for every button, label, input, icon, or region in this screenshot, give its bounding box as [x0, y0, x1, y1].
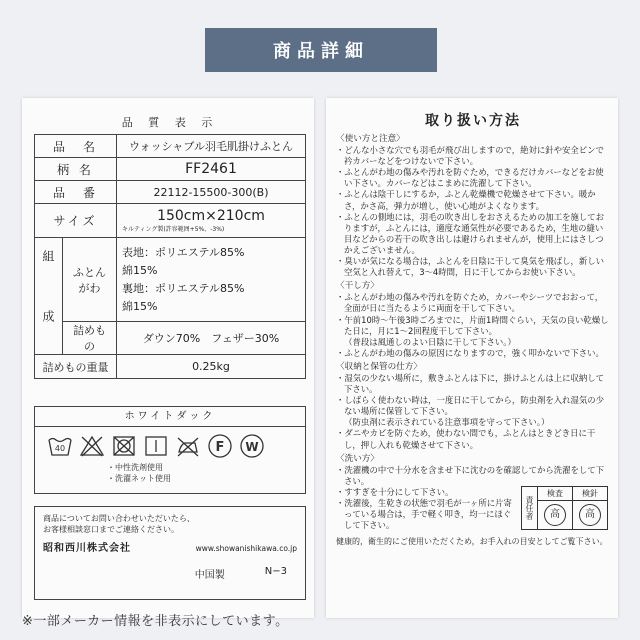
f-mark: F: [215, 440, 225, 455]
product-code: N−3: [264, 566, 287, 577]
maker-note-line2: お客様相談窓口までご連絡ください。: [43, 525, 179, 534]
list-item: ・ふとんがわ地の傷みの原因になりますので，強く叩かないで下さい。: [336, 347, 604, 358]
care-note-net: ・洗濯ネット使用: [107, 474, 171, 483]
no-bleach-icon: [79, 433, 105, 459]
list-item: ・ふとんは陰干しにするか，ふとん乾燥機で乾燥させて下さい。暖かさ，かさ高，弾力が増し，使い心地がよくなります。: [336, 189, 596, 211]
name-label: 品 名: [35, 135, 117, 158]
table-row: [35, 204, 306, 238]
number-value: 22112-15500-300(B): [117, 181, 306, 204]
care-note-detergent: ・中性洗剤使用: [107, 463, 163, 472]
usage-heading: 〈使い方と注意〉: [336, 134, 405, 144]
list-item: ・湿気の少ない場所に，敷きふとんは下に，掛けふとんは上に収納して下さい。: [336, 372, 604, 395]
care-notes: [35, 462, 305, 484]
list-item: ・洗濯機の中で十分水を含ませ下に沈むのを確認してから洗濯をして下さい。: [336, 464, 604, 486]
stamp-mark: 高: [579, 504, 601, 526]
table-row: [35, 355, 306, 379]
filling-label: 詰めもの: [63, 322, 117, 355]
list-item: ・ダニやカビを防ぐため，使わない間でも，ふとんはときどき日に干し，押し入れも乾燥させて下さい。: [336, 428, 596, 450]
table-row: [35, 181, 306, 204]
table-row: [35, 238, 306, 322]
futon-label: ふとんがわ: [63, 238, 117, 322]
usage-section: [336, 134, 610, 278]
list-item: ・どんな小さな穴でも羽毛が飛び出しますので，絶対に針や安全ピンで衿カバーなどをつけないで下さい。: [336, 145, 604, 167]
wash-temp: 40: [54, 444, 66, 453]
size-value: 150cm×210cm: [157, 208, 265, 224]
origin-row: [43, 566, 297, 581]
pattern-label: 柄 名: [35, 158, 117, 181]
weight-value: 0.25kg: [117, 355, 306, 379]
storage-heading: 〈収納と保管の仕方〉: [336, 361, 422, 372]
size-label: サイズ: [35, 204, 117, 238]
no-tumble-dry-icon: [111, 433, 137, 459]
banner-title: 商品詳細: [273, 41, 369, 62]
washing-heading: 〈洗い方〉: [336, 453, 379, 464]
futon-materials: [117, 238, 306, 322]
filling-value: ダウン70% フェザー30%: [117, 322, 306, 355]
size-cell: [117, 204, 306, 238]
instructions-card: [326, 98, 618, 618]
care-icons-row: [35, 427, 305, 459]
page-banner: [205, 28, 437, 72]
outer-material-cotton: 綿15%: [122, 263, 158, 277]
size-note: キルティング製(許容範囲+5%、-3%): [122, 226, 225, 233]
drying-section: [336, 281, 610, 359]
maker-info-box: [34, 506, 306, 600]
list-item: （普段は風通しのよい日陰に干して下さい。）: [340, 336, 516, 347]
list-item: ・すすぎを十分にして下さい。: [336, 486, 454, 497]
stamp-mark: 高: [544, 504, 566, 526]
w-mark: W: [245, 440, 259, 454]
stamp-row-label: 責任者: [521, 486, 537, 529]
footnote: ※一部メーカー情報を非表示にしています。: [22, 614, 289, 629]
wash-40-icon: [47, 433, 73, 459]
list-item: ・洗濯後，生乾きの状態で羽毛が一ヶ所に片寄っている場合は，手で軽く叩き，均一にほぐして下さい。: [336, 498, 512, 531]
country-of-origin: 中国製: [194, 570, 225, 581]
care-heading: ホワイトダック: [35, 407, 305, 427]
pattern-value: FF2461: [117, 158, 306, 181]
no-iron-icon: [175, 433, 201, 459]
number-label: 品 番: [35, 181, 117, 204]
spec-table: [34, 134, 306, 379]
outer-material: 表地：ポリエステル85%: [122, 245, 245, 259]
care-symbols-box: [34, 406, 306, 494]
table-row: [35, 158, 306, 181]
weight-label: 詰めもの重量: [35, 355, 117, 379]
dry-clean-f-icon: [207, 433, 233, 459]
list-item: ・しばらく使わない時は，一度日に干してから，防虫剤を入れ湿気の少ない場所に保管して下さい。: [336, 395, 604, 417]
storage-section: [336, 362, 610, 451]
instructions-footer: 健康的，衛生的にご使用いただくため，お手入れの目安としてご覧下さい。: [336, 537, 608, 547]
list-item: ・午前10時〜午後3時ごろまでに，片面1時間ぐらい，天気の良い乾燥した日に，月に1〜2回程度干して下さい。: [336, 314, 609, 336]
line-dry-icon: [143, 433, 169, 459]
list-item: （防虫剤に表示されている注意事項を守って下さい。）: [340, 417, 550, 428]
drying-heading: 〈干し方〉: [336, 281, 379, 292]
name-value: ウォッシャブル羽毛肌掛けふとん: [117, 135, 306, 158]
stamp-col-needle: 検針: [573, 486, 608, 500]
inner-material: 裏地：ポリエステル85%: [122, 281, 245, 295]
maker-note-line1: 商品についてお問い合わせいただいたら、: [43, 514, 195, 523]
list-item: ・ふとんの側地には，羽毛の吹き出しをおさえるための加工を施しておりますが，ふとんには，適度な通気性が必要であるため，生地の縫い目などからの若干の吹き出しは避けられませんが，使用上にはさしつかえございません。: [336, 211, 604, 255]
table-row: [35, 135, 306, 158]
company-url: www.showanishikawa.co.jp: [195, 544, 297, 553]
instructions-title: 取り扱い方法: [425, 113, 521, 129]
label-heading: 品 質 表 示: [121, 116, 219, 129]
table-row: [35, 322, 306, 355]
stamp-col-inspection: 検査: [538, 486, 573, 500]
wet-clean-w-icon: [239, 433, 265, 459]
maker-row: [43, 539, 297, 554]
inspection-stamp: [538, 500, 573, 529]
list-item: ・ふとんがわ地の傷みや汚れを防ぐため，カバーやシーツでおおって，全面が日に当たるように両面を干して下さい。: [336, 292, 604, 314]
company-name: 昭和西川株式会社: [43, 543, 131, 554]
list-item: ・ふとんがわ地の傷みや汚れを防ぐため，できるだけカバーなどをお使い下さい。カバーなどはこまめに洗濯して下さい。: [336, 167, 604, 189]
composition-label-cell: [35, 238, 63, 355]
composition-label: 組 成: [41, 249, 55, 340]
inspection-stamp-table: [521, 486, 608, 530]
list-item: ・臭いが気になる場合は，ふとんを日陰に干して臭気を飛ばし，新しい空気と入れ替えて，3〜4時間，日に干してからお使い下さい。: [336, 256, 604, 278]
needle-stamp: [573, 500, 608, 529]
washing-section: [336, 454, 610, 532]
inner-material-cotton: 綿15%: [122, 299, 158, 313]
quality-label-card: [22, 98, 314, 618]
